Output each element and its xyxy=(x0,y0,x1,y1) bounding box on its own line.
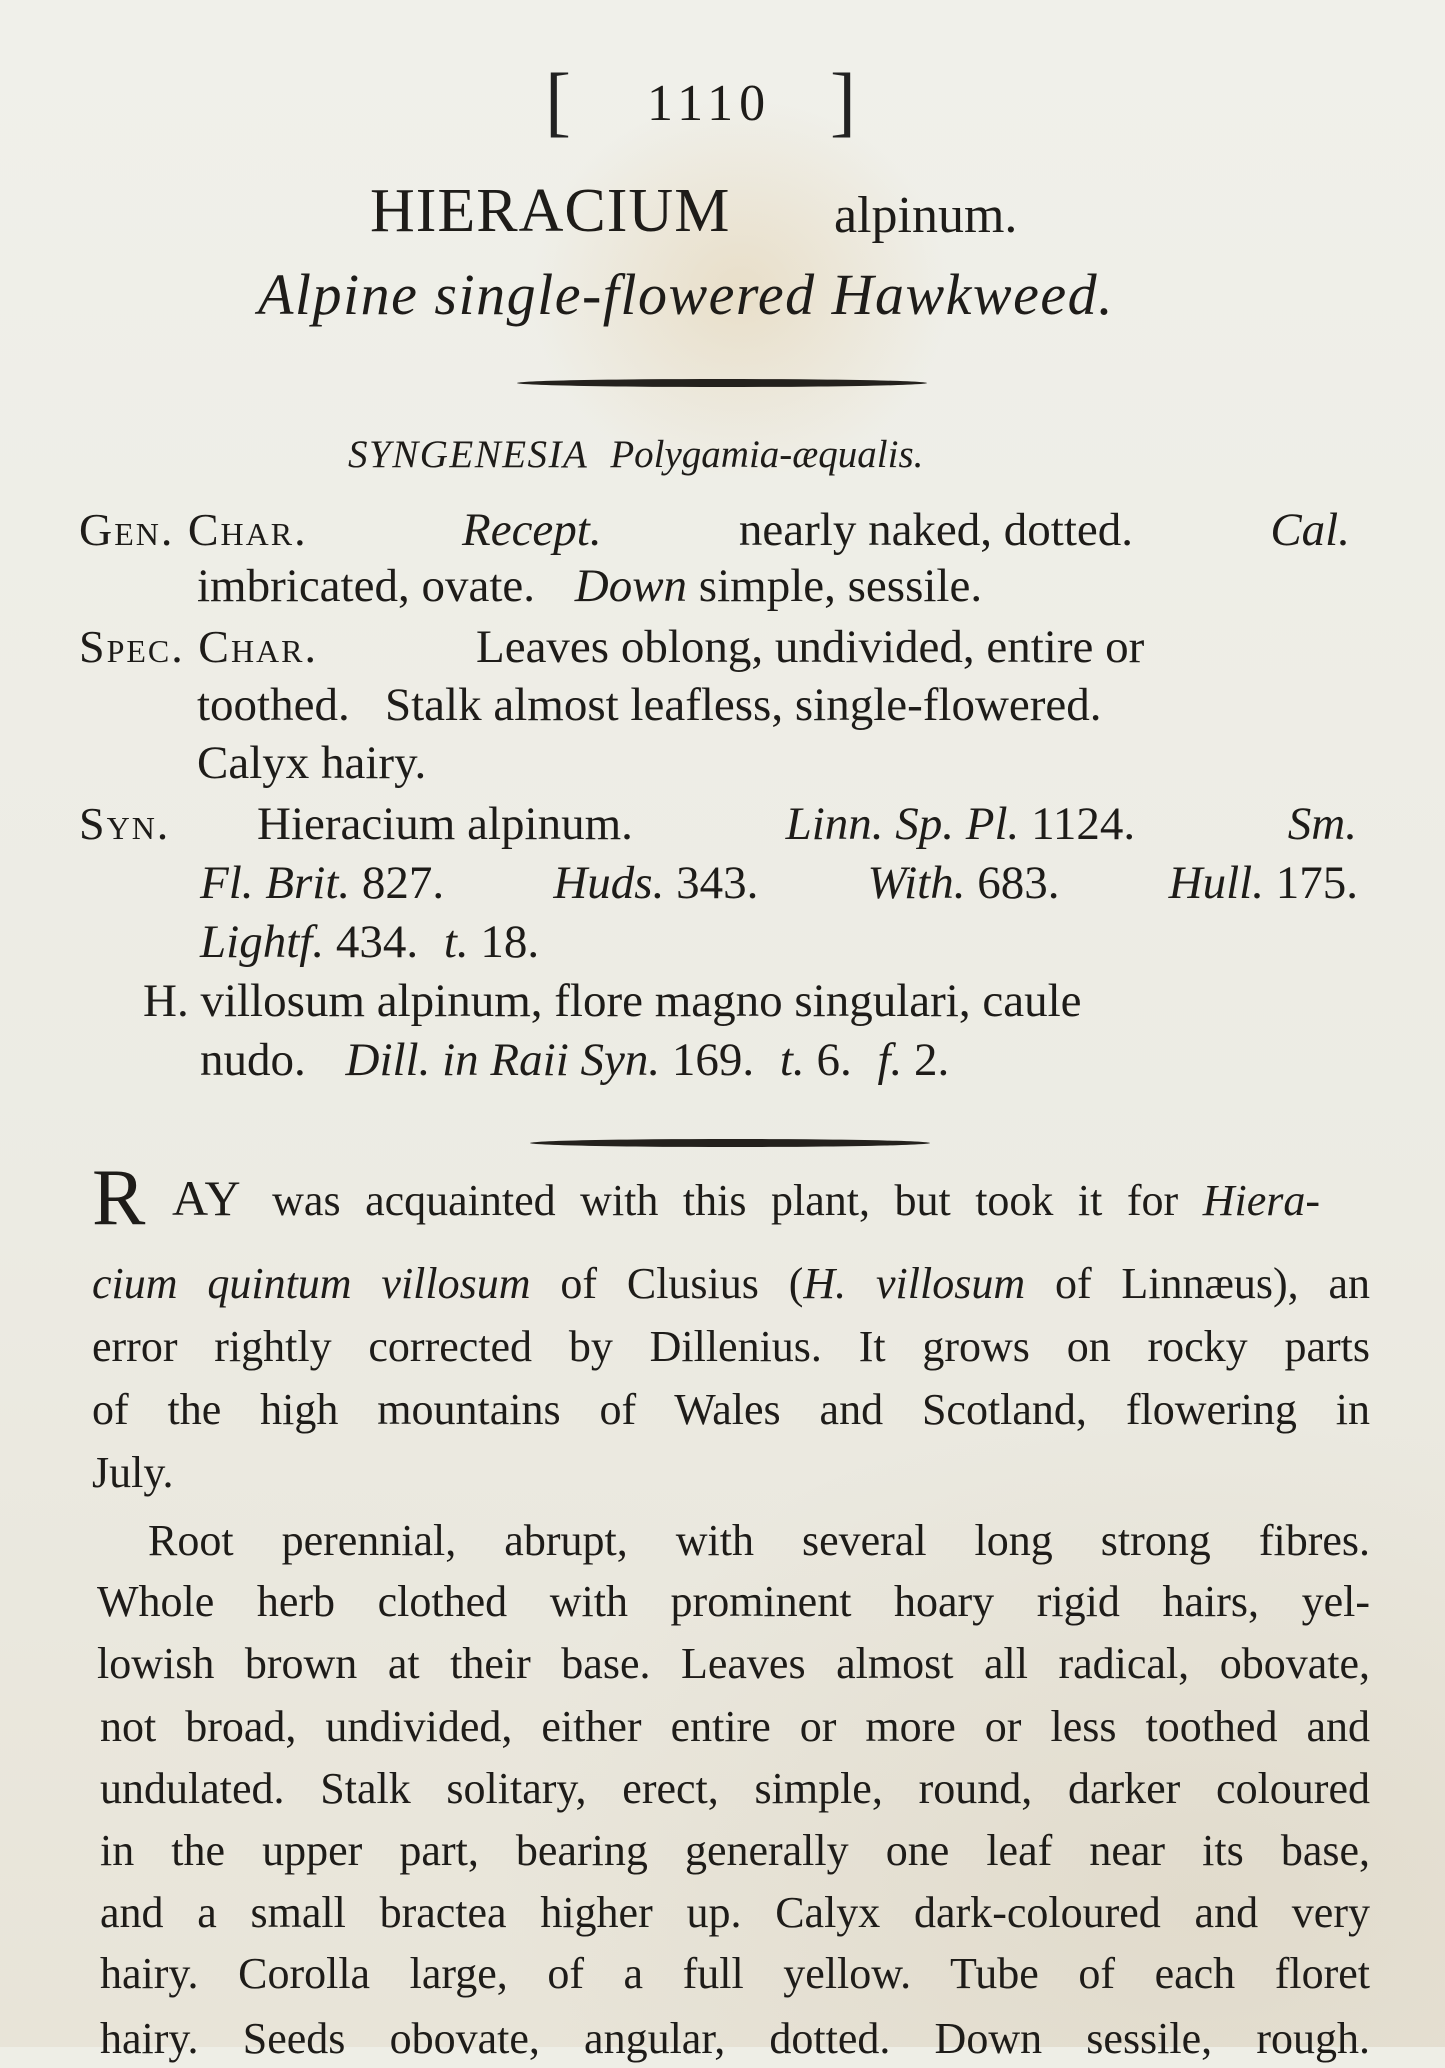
syn-num: 169. xyxy=(671,1034,755,1086)
paragraph-2-line-1: Root perennial, abrupt, with several long strong fibres. xyxy=(148,1516,1370,1565)
paragraph-1-line-2 xyxy=(92,1255,1370,1313)
syn-num: 2. xyxy=(914,1034,950,1086)
syn-ref: f. xyxy=(877,1034,903,1086)
bracket-open: [ xyxy=(545,57,571,144)
genus-title: HIERACIUM xyxy=(370,177,731,245)
body-italic: Hiera- xyxy=(1202,1176,1321,1225)
syn-label: Syn. xyxy=(79,798,171,849)
paragraph-2-line-2: Whole herb clothed with prominent hoary rigid hairs, yel- xyxy=(97,1577,1370,1626)
gen-char-line-2 xyxy=(197,558,982,614)
syn-line-2 xyxy=(200,855,1358,911)
divider-rule-top xyxy=(517,379,927,387)
spec-char-label: Spec. Char. xyxy=(79,621,319,672)
syn-text: nudo. xyxy=(200,1034,306,1086)
gen-char-line-1 xyxy=(462,502,1350,558)
syn-ref: With. xyxy=(867,857,966,909)
body-text: was acquainted with this plant, but took it for xyxy=(272,1176,1179,1225)
syn-num: 6. xyxy=(816,1034,852,1086)
syn-line-4: H. villosum alpinum, flore magno singulari, caule xyxy=(143,975,1082,1027)
paragraph-2-line-4: not broad, undivided, either entire or more or less toothed and xyxy=(100,1702,1370,1751)
syn-ref: t. xyxy=(779,1034,805,1086)
gen-char-text-2: imbricated, ovate. xyxy=(197,560,535,612)
common-name: Alpine single-flowered Hawkweed. xyxy=(258,262,1115,327)
gen-char-cal: Cal. xyxy=(1270,504,1350,556)
paragraph-2-line-7: and a small bractea higher up. Calyx dark-coloured and very xyxy=(100,1888,1370,1937)
syn-ref: Huds. xyxy=(553,857,665,909)
syn-ref: Dill. in Raii Syn. xyxy=(345,1034,661,1086)
syn-line-3 xyxy=(200,914,539,970)
syn-num: 343. xyxy=(676,857,759,909)
syn-ref: Lightf. xyxy=(200,916,325,968)
paragraph-2-line-6: in the upper part, bearing generally one leaf near its base, xyxy=(100,1826,1370,1875)
order-name: Polygamia-æqualis. xyxy=(610,433,924,476)
class-name: SYNGENESIA xyxy=(348,433,589,476)
drop-cap: R xyxy=(92,1154,146,1242)
body-text: of Linnæus), an xyxy=(1054,1259,1371,1308)
paragraph-2-line-3: lowish brown at their base. Leaves almost all radical, obovate, xyxy=(97,1639,1370,1688)
spec-char-line-3: Calyx hairy. xyxy=(197,737,427,789)
divider-rule-bottom xyxy=(530,1139,930,1147)
syn-ref: Linn. Sp. Pl. xyxy=(785,798,1020,850)
gen-char-down: Down xyxy=(574,560,688,612)
syn-num: 683. xyxy=(977,857,1060,909)
syn-ref: Fl. Brit. xyxy=(200,857,351,909)
gen-char-label: Gen. Char. xyxy=(79,504,308,555)
species-title: alpinum. xyxy=(834,187,1018,244)
syn-num: 18. xyxy=(480,916,540,968)
syn-line-1 xyxy=(257,796,1357,852)
syn-num: 434. xyxy=(335,916,419,968)
body-italic: cium quintum villosum xyxy=(92,1259,531,1308)
paragraph-1-line-3: error rightly corrected by Dillenius. It grows on rocky parts xyxy=(92,1322,1370,1371)
paragraph-1-line-1 xyxy=(92,1154,1370,1242)
syn-ref: Sm. xyxy=(1287,798,1357,850)
body-italic: H. villosum xyxy=(803,1259,1026,1308)
spec-char-line-2: toothed. Stalk almost leafless, single-flowered. xyxy=(197,679,1102,731)
syn-num: 827. xyxy=(361,857,445,909)
page-number: 1110 xyxy=(647,75,772,132)
gen-char-recept: Recept. xyxy=(462,504,602,556)
syn-ref: Hull. xyxy=(1168,857,1264,909)
caps-rest: AY xyxy=(172,1170,242,1226)
page-number-header xyxy=(545,57,870,144)
classification-line xyxy=(348,430,923,480)
gen-char-text-1: nearly naked, dotted. xyxy=(738,504,1134,556)
paragraph-1-line-5: July. xyxy=(92,1448,174,1497)
syn-line-5 xyxy=(200,1032,949,1088)
body-text: of Clusius ( xyxy=(560,1259,804,1308)
gen-char-text-3: simple, sessile. xyxy=(698,560,983,612)
syn-ref: t. xyxy=(443,916,469,968)
spec-char-line-1: Leaves oblong, undivided, entire or xyxy=(476,621,1145,673)
paragraph-2-line-5: undulated. Stalk solitary, erect, simple, round, darker coloured xyxy=(100,1764,1370,1813)
syn-text: Hieracium alpinum. xyxy=(257,798,633,850)
syn-num: 1124. xyxy=(1031,798,1136,850)
paragraph-1-line-4: of the high mountains of Wales and Scotland, flowering in xyxy=(92,1385,1370,1434)
paragraph-2-line-8: hairy. Corolla large, of a full yellow. Tube of each floret xyxy=(100,1949,1370,1998)
syn-num: 175. xyxy=(1275,857,1358,909)
paragraph-2-line-9: hairy. Seeds obovate, angular, dotted. Down sessile, rough. xyxy=(100,2014,1370,2063)
bracket-close: ] xyxy=(830,57,856,144)
paragraph-1-line-1-text xyxy=(172,1158,1320,1241)
